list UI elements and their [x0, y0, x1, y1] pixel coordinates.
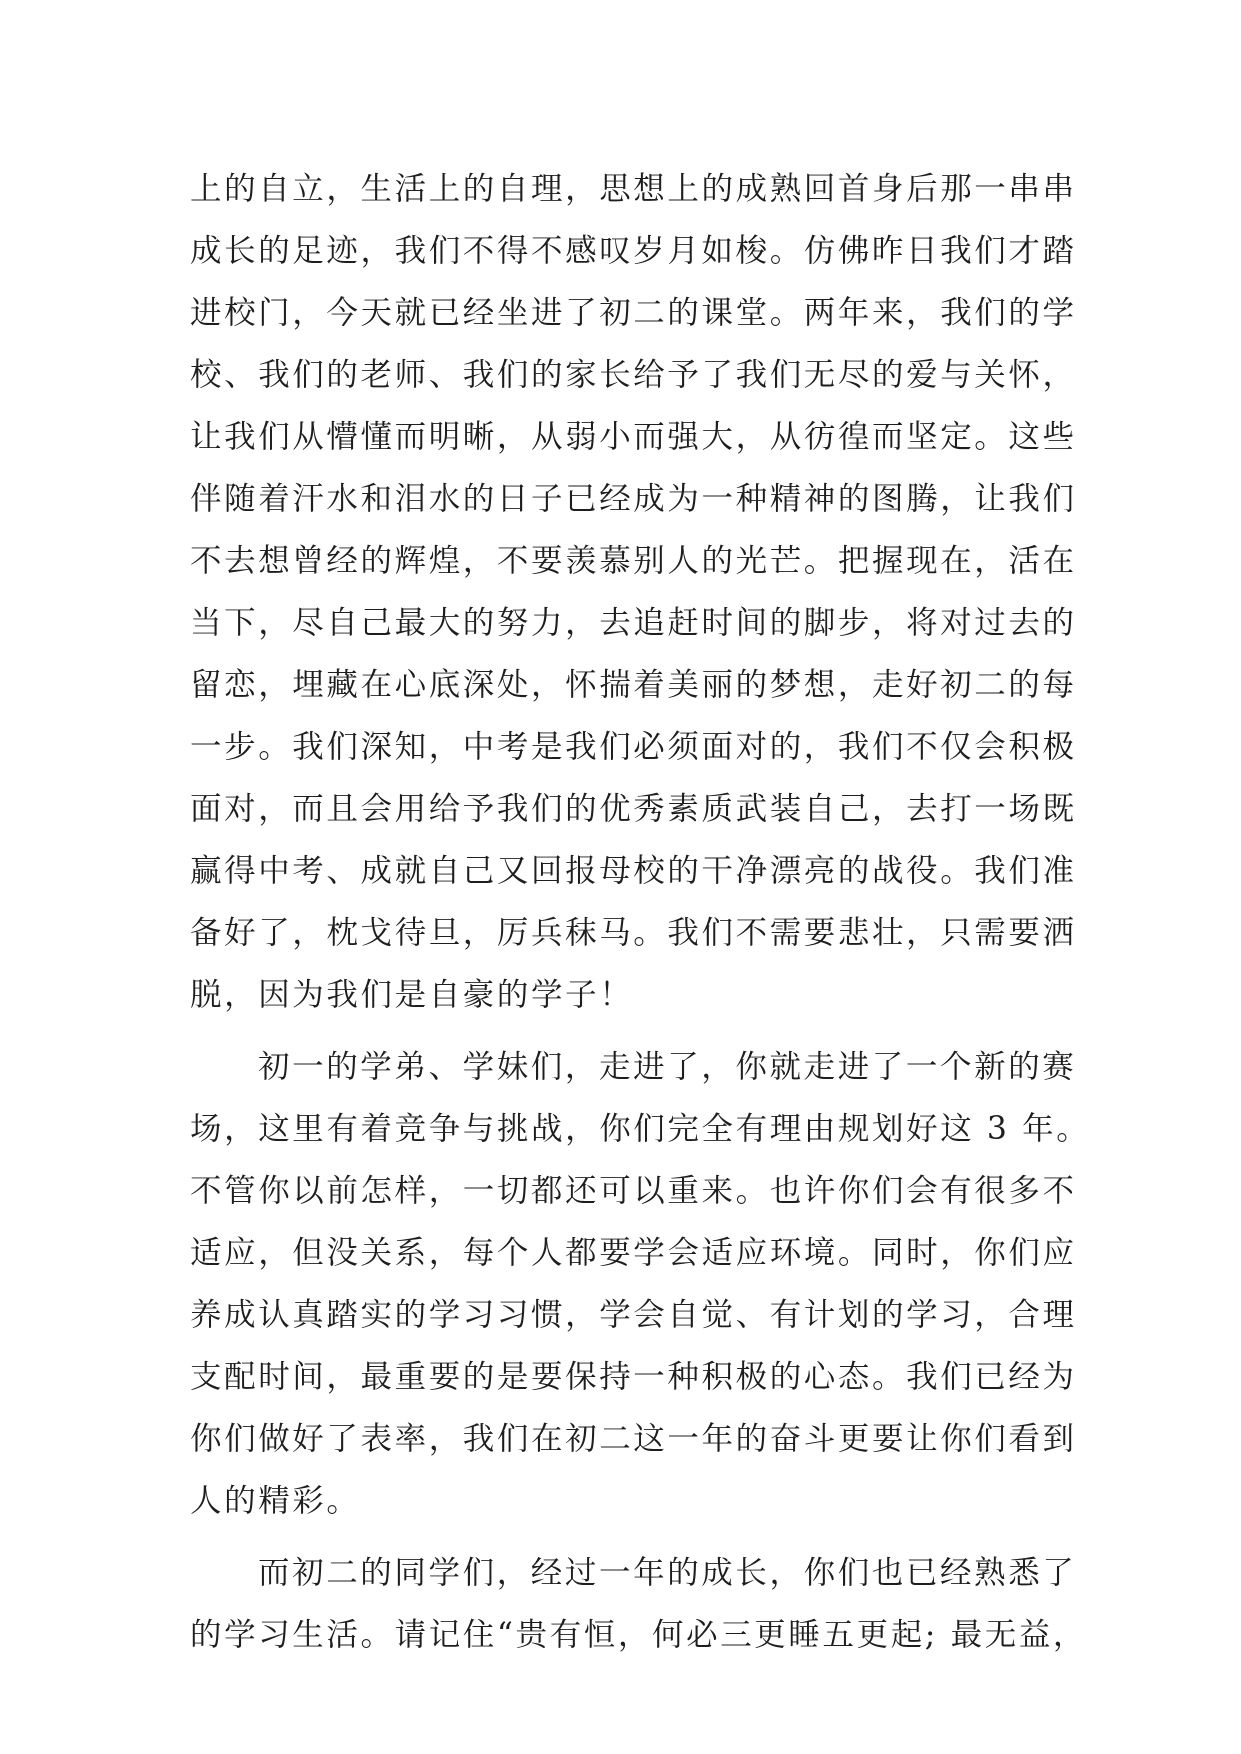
text-line: 脱，因为我们是自豪的学子！: [190, 977, 634, 1013]
paragraph-1: [190, 158, 1077, 1026]
text-line: 适应，但没关系，每个人都要学会适应环境。同时，你们应: [190, 1235, 1077, 1271]
text-line: 场，这里有着竞争与挑战，你们完全有理由规划好这 3 年。: [190, 1111, 1091, 1147]
text-line: 当下，尽自己最大的努力，去追赶时间的脚步，将对过去的: [190, 605, 1077, 641]
text-line: 留恋，埋藏在心底深处，怀揣着美丽的梦想，走好初二的每: [190, 667, 1077, 703]
document-body: [190, 158, 1091, 1666]
text-line: 你们做好了表率，我们在初二这一年的奋斗更要让你们看到: [190, 1421, 1077, 1457]
text-line: 不去想曾经的辉煌，不要羡慕别人的光芒。把握现在，活在: [190, 543, 1077, 579]
text-line: 成长的足迹，我们不得不感叹岁月如梭。仿佛昨日我们才踏: [190, 233, 1077, 269]
text-line: 一步。我们深知，中考是我们必须面对的，我们不仅会积极: [190, 729, 1077, 765]
text-line-indented: 初一的学弟、学妹们，走进了，你就走进了一个新的赛: [258, 1049, 1077, 1085]
text-line: 备好了，枕戈待旦，厉兵秣马。我们不需要悲壮，只需要洒: [190, 915, 1077, 951]
text-line: 的学习生活。请记住“贵有恒，何必三更睡五更起; 最无益，: [190, 1617, 1088, 1653]
text-line: 伴随着汗水和泪水的日子已经成为一种精神的图腾，让我们: [190, 481, 1077, 517]
text-line: 进校门，今天就已经坐进了初二的课堂。两年来，我们的学: [190, 295, 1077, 331]
text-line-indented: 而初二的同学们，经过一年的成长，你们也已经熟悉了: [258, 1555, 1077, 1591]
text-line: 让我们从懵懂而明晰，从弱小而强大，从彷徨而坚定。这些: [190, 419, 1077, 455]
paragraph-gap: [190, 1026, 1060, 1036]
text-line: 人的精彩。: [190, 1483, 361, 1519]
text-line: 不管你以前怎样，一切都还可以重来。也许你们会有很多不: [190, 1173, 1077, 1209]
paragraph-gap: [190, 1532, 1060, 1542]
text-line: 赢得中考、成就自己又回报母校的干净漂亮的战役。我们准: [190, 853, 1077, 889]
text-line: 校、我们的老师、我们的家长给予了我们无尽的爱与关怀，: [190, 357, 1077, 393]
paragraph-3: [190, 1542, 1088, 1666]
text-line: 上的自立，生活上的自理，思想上的成熟回首身后那一串串: [190, 171, 1077, 207]
text-line: 支配时间，最重要的是要保持一种积极的心态。我们已经为: [190, 1359, 1077, 1395]
paragraph-2: [190, 1036, 1091, 1532]
text-line: 养成认真踏实的学习习惯，学会自觉、有计划的学习，合理: [190, 1297, 1077, 1333]
text-line: 面对，而且会用给予我们的优秀素质武装自己，去打一场既: [190, 791, 1077, 827]
